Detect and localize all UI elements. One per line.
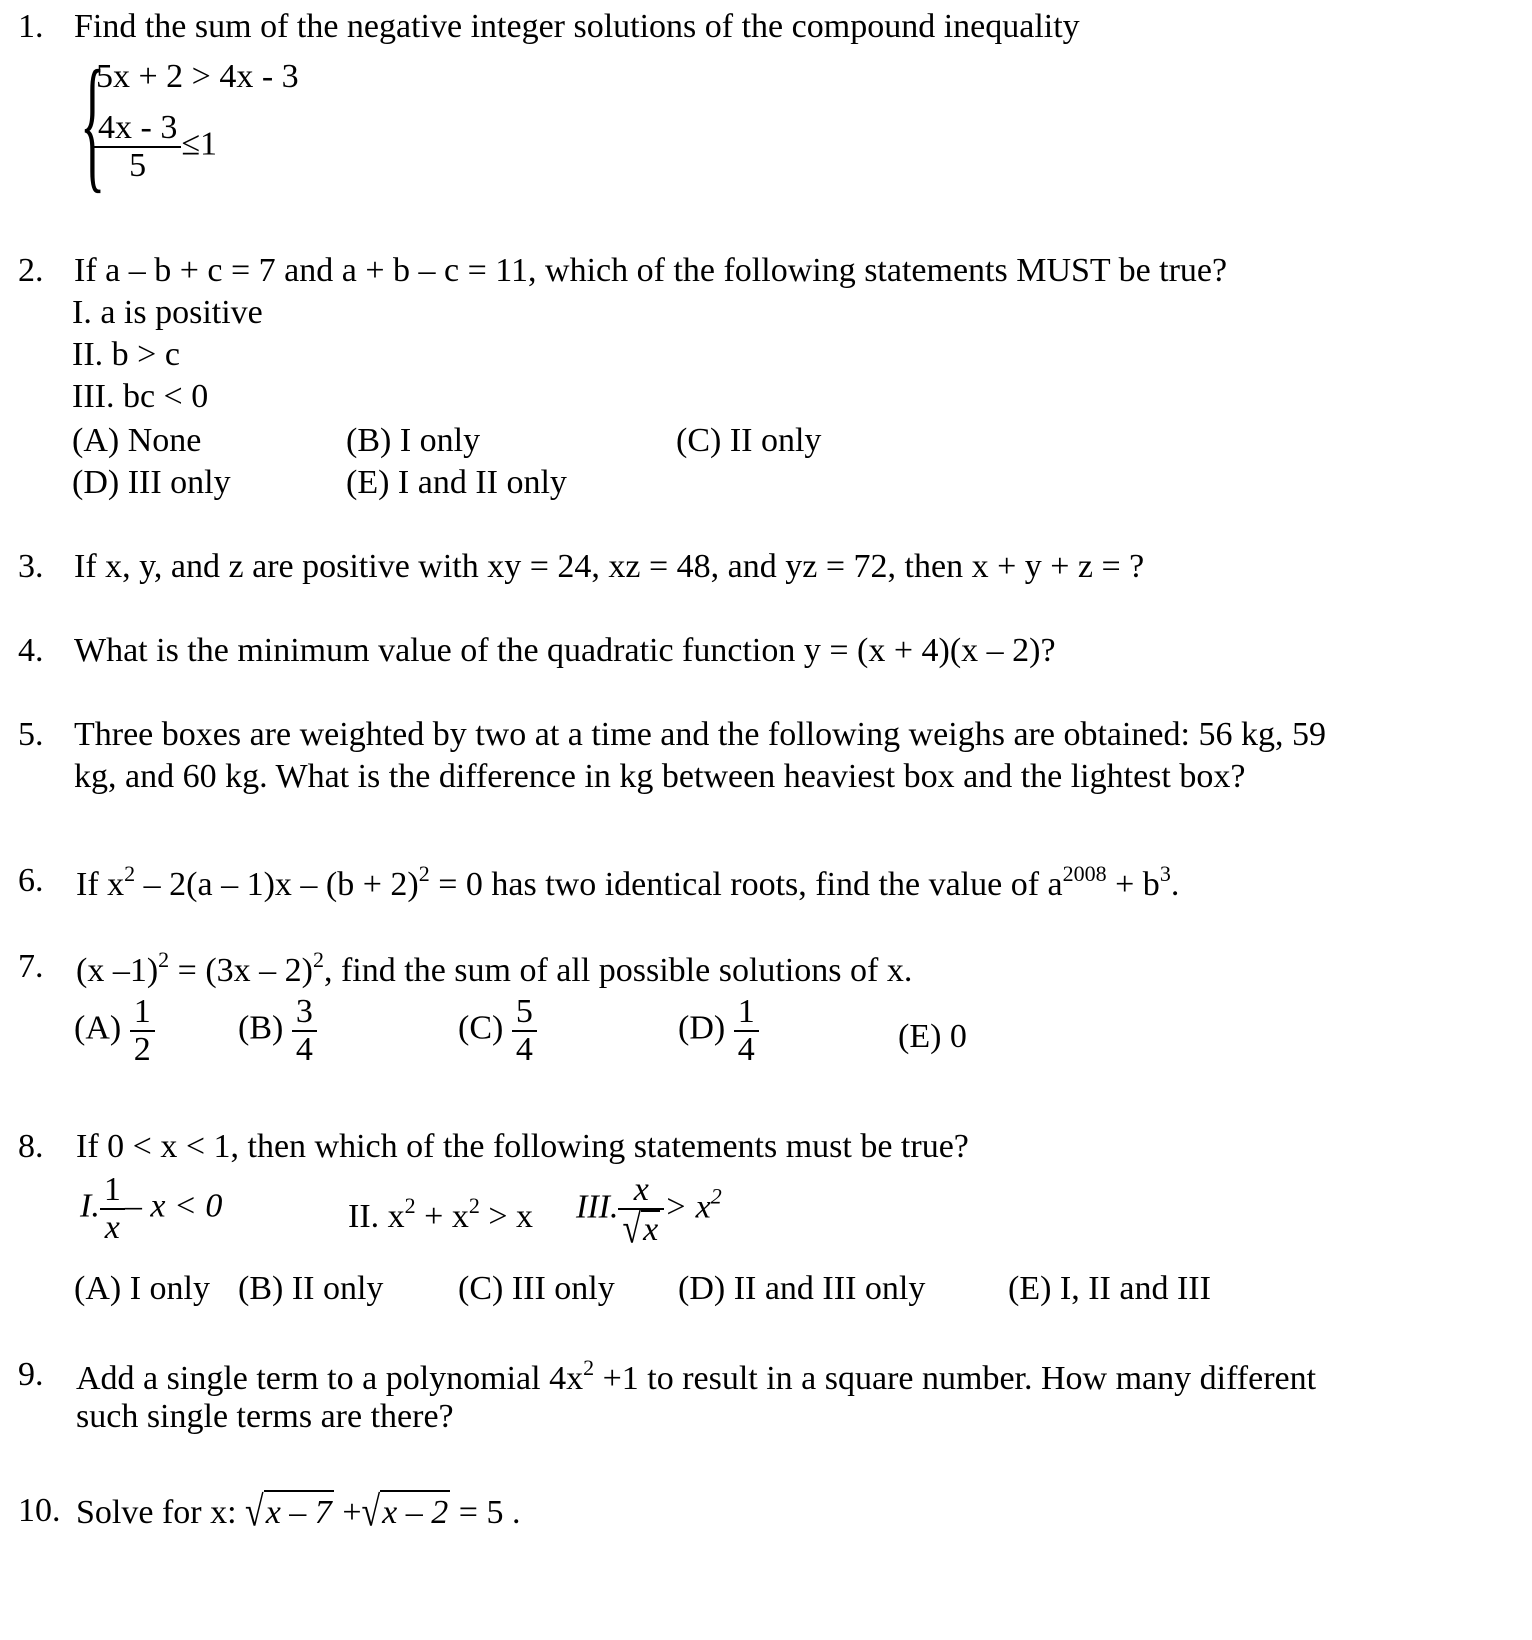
- question-number: 3.: [18, 548, 44, 585]
- square-root: √x – 2: [361, 1489, 449, 1536]
- question-text: If $x^2 - 2(a - 1)x - (b + 2)^2 = 0$ has two identical roots, find the value of $a^{2008} + b^3$.: [76, 861, 1180, 903]
- question-text-line-1: Add a single term to a polynomial $4x^2 +1$ to result in a square number. How many different: [76, 1355, 1317, 1397]
- fraction: $\frac{1}{x}$: [100, 1172, 125, 1245]
- question-text: If 0 < x < 1, then which of the following statements must be true?: [76, 1128, 969, 1165]
- option-e: (E) I, II and III: [1008, 1270, 1211, 1307]
- question-number: 6.: [18, 862, 44, 899]
- option-d: (D) III only: [72, 464, 231, 501]
- option-e: (E) I and II only: [346, 464, 567, 501]
- brace-symbol: {: [80, 40, 106, 206]
- inequality-2: $\frac{4x - 3}{5}$ ≤1: [94, 110, 217, 183]
- question-number: 8.: [18, 1128, 44, 1165]
- statement-1: I. a is positive: [72, 294, 263, 331]
- option-c: (C) $\frac{5}{4}$: [458, 994, 537, 1067]
- question-text-line-2: kg, and 60 kg. What is the difference in kg between heaviest box and the lightest box?: [74, 758, 1246, 795]
- statement-2: II. $x^2 + x^2 > x$: [348, 1193, 534, 1235]
- option-b: (B) I only: [346, 422, 481, 459]
- option-c: (C) III only: [458, 1270, 615, 1307]
- option-d: (D) $\frac{1}{4}$: [678, 994, 759, 1067]
- question-text: If x, y, and z are positive with xy = 24, xz = 48, and yz = 72, then x + y + z = ?: [74, 548, 1145, 585]
- option-c: (C) II only: [676, 422, 822, 459]
- fraction: $\frac{3}{4}$: [292, 994, 317, 1067]
- question-text: Solve for x: √x – 7 +√x – 2 = 5 .: [76, 1489, 521, 1536]
- question-text: (x –1)$^2$ = (3x – 2)$^2$, find the sum of all possible solutions of x.: [76, 947, 913, 989]
- question-number: 1.: [18, 8, 44, 45]
- square-root: √x: [622, 1205, 659, 1253]
- question-number: 7.: [18, 948, 44, 985]
- option-a: (A) I only: [74, 1270, 210, 1307]
- question-text-line-2: such single terms are there?: [76, 1398, 454, 1435]
- option-a: (A) None: [72, 422, 202, 459]
- option-d: (D) II and III only: [678, 1270, 926, 1307]
- option-b: (B) $\frac{3}{4}$: [238, 994, 317, 1067]
- statement-3: III. bc < 0: [72, 378, 209, 415]
- option-b: (B) II only: [238, 1270, 384, 1307]
- question-number: 10.: [18, 1492, 61, 1529]
- question-text: Find the sum of the negative integer solutions of the compound inequality: [74, 8, 1080, 45]
- question-text: What is the minimum value of the quadratic function y = (x + 4)(x – 2)?: [74, 632, 1056, 669]
- question-number: 5.: [18, 716, 44, 753]
- question-number: 9.: [18, 1356, 44, 1393]
- question-number: 4.: [18, 632, 44, 669]
- option-e: (E) 0: [898, 1018, 967, 1055]
- question-text: If a – b + c = 7 and a + b – c = 11, which of the following statements MUST be true?: [74, 252, 1228, 289]
- fraction: $\frac{4x - 3}{5}$: [94, 110, 181, 183]
- statement-2: II. b > c: [72, 336, 180, 373]
- fraction: $\frac{x}{√x}$: [618, 1172, 664, 1247]
- statement-1: I. $\frac{1}{x}$ – x < 0: [80, 1171, 223, 1246]
- inequality-1: 5x + 2 > 4x - 3: [96, 58, 299, 95]
- square-root: √x – 7: [245, 1489, 332, 1536]
- statement-3: III. $\frac{x}{√x}$ > $x^2$: [576, 1171, 722, 1253]
- fraction: $\frac{1}{4}$: [734, 994, 759, 1067]
- option-a: (A) $\frac{1}{2}$: [74, 994, 155, 1067]
- question-text-line-1: Three boxes are weighted by two at a time and the following weighs are obtained: 56 kg, 59: [74, 716, 1326, 753]
- fraction: $\frac{1}{2}$: [130, 994, 155, 1067]
- fraction: $\frac{5}{4}$: [512, 994, 537, 1067]
- question-number: 2.: [18, 252, 44, 289]
